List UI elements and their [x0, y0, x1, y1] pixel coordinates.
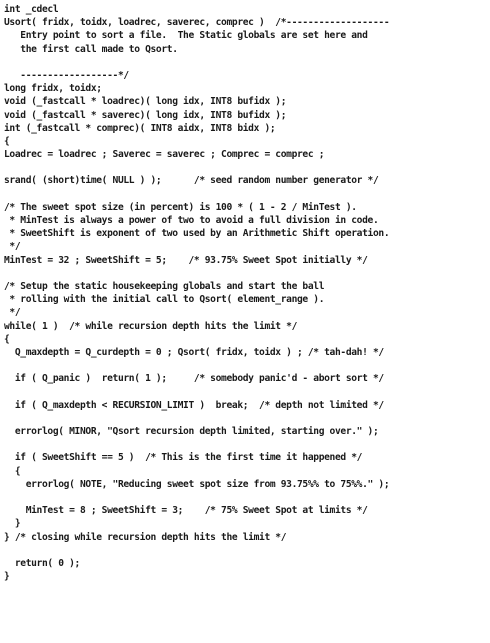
code-line: * rolling with the initial call to Qsort( element_range ).: [4, 294, 325, 306]
code-line: the first call made to Qsort.: [4, 43, 178, 55]
code-listing: [4, 3, 488, 641]
code-line: if ( SweetShift == 5 ) /* This is the first time it happened */: [4, 452, 363, 464]
code-line: void (_fastcall * loadrec)( long idx, INT8 bufidx );: [4, 96, 287, 108]
code-line: errorlog( NOTE, "Reducing sweet spot size from 93.75%% to 75%%." );: [4, 478, 390, 490]
code-line: void (_fastcall * saverec)( long idx, INT8 bufidx );: [4, 109, 287, 121]
code-line: Loadrec = loadrec ; Saverec = saverec ; Comprec = comprec ;: [4, 149, 325, 161]
code-line: Entry point to sort a file. The Static globals are set here and: [4, 30, 368, 42]
code-line: [4, 544, 488, 557]
code-line: long fridx, toidx;: [4, 83, 102, 95]
code-line: MinTest = 32 ; SweetShift = 5; /* 93.75% Sweet Spot initially */: [4, 254, 368, 266]
code-line: [4, 267, 488, 280]
code-line: } /* closing while recursion depth hits the limit */: [4, 531, 287, 543]
code-line: */: [4, 307, 21, 319]
code-line: * MinTest is always a power of two to avoid a full division in code.: [4, 215, 379, 226]
code-line: [4, 188, 488, 201]
code-line: [4, 359, 488, 372]
code-line: int _cdecl: [4, 4, 59, 15]
code-line: /* The sweet spot size (in percent) is 100 * ( 1 - 2 / MinTest ).: [4, 201, 357, 213]
code-line: [4, 438, 488, 451]
code-line: [4, 161, 488, 174]
code-line: /* Setup the static housekeeping globals and start the ball: [4, 280, 325, 292]
code-line: while( 1 ) /* while recursion depth hits the limit */: [4, 320, 298, 332]
code-line: ------------------*/: [4, 69, 129, 81]
code-line: {: [4, 465, 21, 477]
code-line: Usort( fridx, toidx, loadrec, saverec, comprec ) /*-------------------: [4, 17, 390, 29]
code-line: [4, 56, 488, 69]
code-line: Q_maxdepth = Q_curdepth = 0 ; Qsort( fridx, toidx ) ; /* tah-dah! */: [4, 346, 384, 358]
code-line: srand( (short)time( NULL ) ); /* seed random number generator */: [4, 175, 379, 187]
code-line: * SweetShift is exponent of two used by an Arithmetic Shift operation.: [4, 228, 390, 240]
code-line: int (_fastcall * comprec)( INT8 aidx, INT8 bidx );: [4, 122, 276, 134]
code-line: }: [4, 571, 10, 583]
code-line: {: [4, 135, 10, 147]
code-line: [4, 491, 488, 504]
code-line: */: [4, 241, 21, 253]
code-line: [4, 412, 488, 425]
code-line: [4, 385, 488, 398]
code-line: }: [4, 518, 21, 530]
code-line: if ( Q_panic ) return( 1 ); /* somebody panic'd - abort sort */: [4, 373, 384, 385]
code-line: {: [4, 333, 10, 345]
code-line: return( 0 );: [4, 557, 80, 569]
code-line: MinTest = 8 ; SweetShift = 3; /* 75% Sweet Spot at limits */: [4, 505, 368, 517]
code-line: if ( Q_maxdepth < RECURSION_LIMIT ) break; /* depth not limited */: [4, 399, 384, 411]
code-line: errorlog( MINOR, "Qsort recursion depth limited, starting over." );: [4, 426, 379, 437]
